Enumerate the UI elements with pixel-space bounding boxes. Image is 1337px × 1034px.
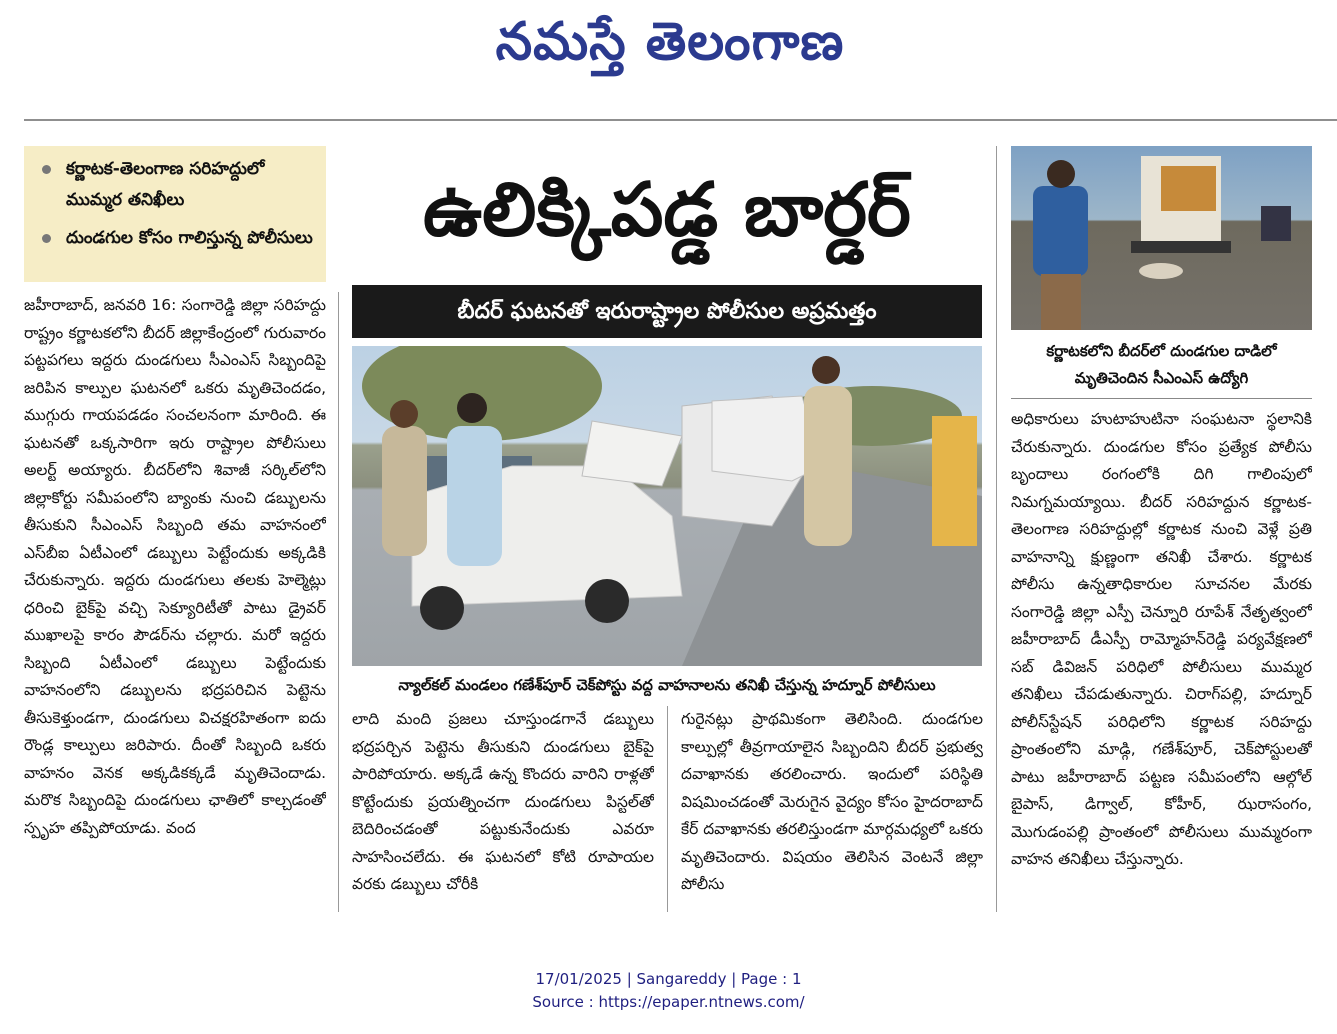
victim-photo [1011, 146, 1312, 330]
column-divider [338, 292, 339, 912]
body-text: జహీరాబాద్, జనవరి 16: సంగారెడ్డి జిల్లా సరిహద్దు రాష్ట్రం కర్ణాటకలోని బీదర్ జిల్లాకేంద్రంలో గురువారం పట్టపగలు ఇద్దరు దుండగులు సీఎంఎస్ సిబ్బందిపై జరిపిన కాల్పుల ఘటనలో ఒకరు మృతిచెందడం, ముగ్గురు గాయపడడం సంచలనంగా మారింది. ఈ ఘటనతో ఒక్కసారిగా ఇరు రాష్ట్రాల పోలీసులు అలర్ట్ అయ్యారు. బీదర్‌లోని శివాజీ సర్కిల్‌లోని జిల్లాకోర్టు సమీపంలోని బ్యాంకు నుంచి డబ్బులను తీసుకుని సీఎంఎస్ సిబ్బంది తమ వాహనంలో ఎస్‌బీఐ ఏటీఎంలో డబ్బులు పెట్టేందుకు అక్కడికి చేరుకున్నారు. ఇద్దరు దుండగులు తలకు హెల్మెట్లు ధరించి బైక్‌పై వచ్చి సెక్యూరిటీతో పాటు డ్రైవర్ ముఖాలపై కారం పౌడర్‌ను చల్లారు. మరో ఇద్దరు సిబ్బంది ఏటీఎంలో డబ్బులు పెట్టేందుకు వాహనంలోని డబ్బులను భద్రపరిచిన పెట్టెను తీసుకెళ్తుండగా, దుండగులు విచక్షరహితంగా ఐదు రౌండ్ల కాల్పులు జరిపారు. దీంతో సిబ్బంది ఒకరు వాహనం వెనక అక్కడికక్కడే మృతిచెందాడు. మరొక సిబ్బందిపై దుండగులు ఛాతిలో కాల్చడంతో స్పృహ తప్పిపోయాడు. వంద [24, 296, 326, 837]
body-column-4 [1011, 406, 1312, 906]
edition-info: 17/01/2025 | Sangareddy | Page : 1 [535, 970, 802, 988]
article-headline: ఉలిక్కిపడ్డ బార్డర్ [423, 167, 911, 253]
masthead-divider [24, 119, 1337, 121]
article-deck: బీదర్ ఘటనతో ఇరురాష్ట్రాల పోలీసుల అప్రమత్తం [352, 285, 982, 338]
body-text: గురైనట్లు ప్రాథమికంగా తెలిసింది. దుండగుల కాల్పుల్లో తీవ్రగాయాలైన సిబ్బందిని బీదర్ ప్రభుత్వ దవాఖానకు తరలించారు. ఇందులో పరిస్థితి విషమించడంతో మెరుగైన వైద్యం కోసం హైదరాబాద్ కేర్ దవాఖానకు తరలిస్తుండగా మార్గమధ్యలో ఒకరు మృతిచెందారు. విషయం తెలిసిన వెంటనే జిల్లా పోలీసు [681, 710, 983, 893]
checkpost-photo [352, 346, 982, 666]
body-column-3 [681, 706, 983, 912]
highlight-text: కర్ణాటక-తెలంగాణ సరిహద్దులో ముమ్మర తనిఖీలు [66, 159, 265, 210]
column-divider [667, 706, 668, 912]
highlights-box [24, 146, 326, 282]
masthead-logo: నమస్తే తెలంగాణ [495, 12, 845, 72]
bullet-dot-icon [42, 165, 51, 174]
bullet-dot-icon [42, 234, 51, 243]
highlight-text: దుండగుల కోసం గాలిస్తున్న పోలీసులు [66, 228, 313, 248]
side-photo-caption: కర్ణాటకలోని బీదర్‌లో దుండగుల దాడిలో మృతిచెందిన సీఎంఎస్ ఉద్యోగి [1046, 342, 1277, 387]
checkpost-photo-illustration [352, 346, 982, 666]
photo-caption: న్యాల్‌కల్ మండలం గణేశ్‌పూర్ చెక్‌పోస్టు వద్ద వాహనాలను తనిఖీ చేస్తున్న హద్నూర్ పోలీసులు [398, 676, 936, 694]
side-caption-divider [1011, 398, 1312, 399]
body-text: లాది మంది ప్రజలు చూస్తుండగానే డబ్బులు భద్రపర్చిన పెట్టెను తీసుకుని దుండగులు బైక్‌పై పారిపోయారు. అక్కడే ఉన్న కొందరు వారిని రాళ్లతో కొట్టేందుకు ప్రయత్నించగా దుండగులు పిస్టల్‌తో బెదిరించడంతో పట్టుకునేందుకు ఎవరూ సాహసించలేదు. ఈ ఘటనలో కోటి రూపాయల వరకు డబ్బులు చోరీకి [352, 710, 654, 893]
highlight-item [38, 223, 316, 254]
highlight-item [38, 154, 316, 216]
body-column-1 [24, 292, 326, 912]
masthead [0, 0, 1337, 110]
column-divider [996, 146, 997, 912]
source-link[interactable]: Source : https://epaper.ntnews.com/ [532, 993, 805, 1011]
body-text: అధికారులు హుటాహుటినా సంఘటనా స్థలానికి చేరుకున్నారు. దుండగుల కోసం ప్రత్యేక పోలీసు బృందాలు రంగంలోకి దిగి గాలింపులో నిమగ్నమయ్యాయి. బీదర్ సరిహద్దున కర్ణాటక-తెలంగాణ సరిహద్దుల్లో కర్ణాటక నుంచి వెళ్లే ప్రతి వాహనాన్ని క్షుణ్ణంగా తనిఖీ చేశారు. కర్ణాటక పోలీసు ఉన్నతాధికారుల సూచనల మేరకు సంగారెడ్డి జిల్లా ఎస్పీ చెన్నూరి రూపేశ్ నేతృత్వంలో జహీరాబాద్ డీఎస్పీ రామ్మోహన్‌రెడ్డి పర్యవేక్షణలో సబ్ డివిజన్ పరిధిలో పోలీసులు ముమ్మర తనిఖీలు చేపడుతున్నారు. చిరాగ్‌పల్లి, హద్నూర్ పోలీస్‌స్టేషన్ పరిధిలోని కర్ణాటక సరిహద్దు ప్రాంతంలోని మాడ్గి, గణేశ్‌పూర్, చెక్‌పోస్టులతో పాటు జహీరాబాద్ పట్టణ సమీపంలోని ఆల్గోల్ బైపాస్, డిగ్వాల్, కోహీర్, ఝరాసంగం, మొగుడంపల్లి ప్రాంతంలో పోలీసులు ముమ్మరంగా వాహన తనిఖీలు చేస్తున్నారు. [1011, 410, 1312, 868]
body-column-2 [352, 706, 654, 912]
victim-photo-illustration [1011, 146, 1312, 330]
